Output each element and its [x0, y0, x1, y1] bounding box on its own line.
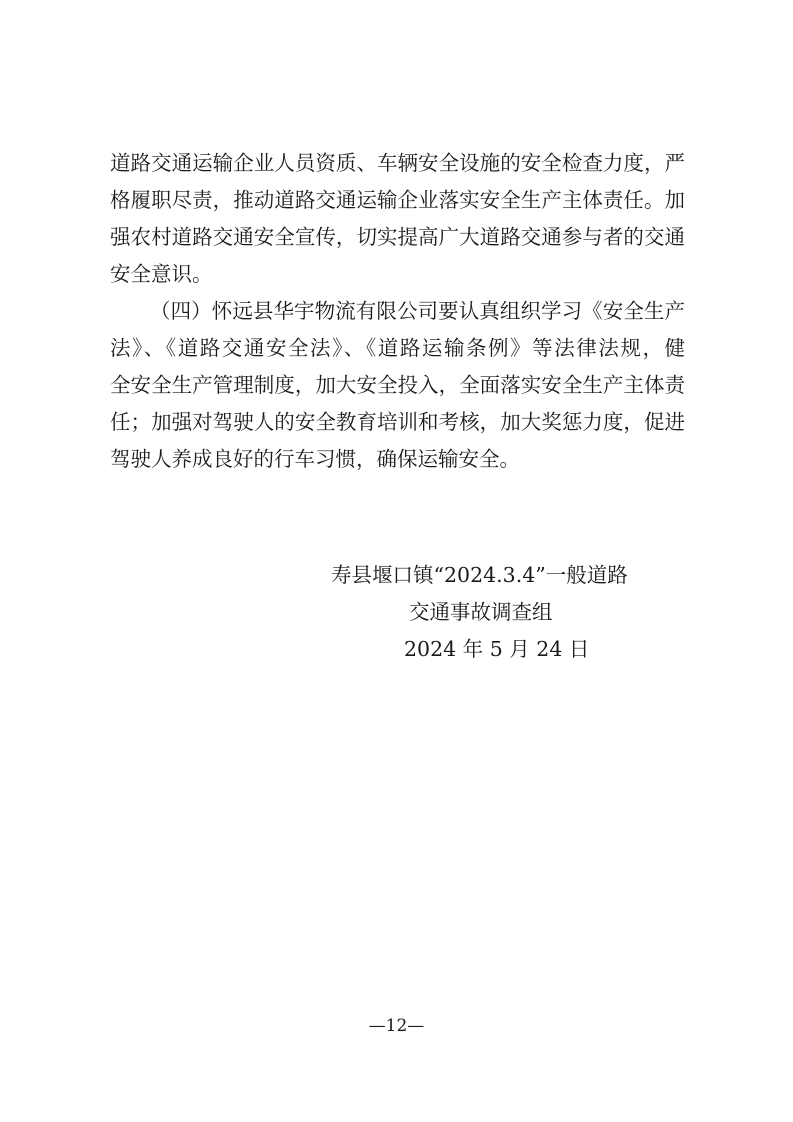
body-line-1: 道路交通运输企业人员资质、车辆安全设施的安全检查力度，严 — [110, 151, 685, 175]
paragraph-4-line-2: 法》、《道路交通安全法》、《道路运输条例》等法律法规，健 — [110, 336, 685, 360]
signature-org-line-1: 寿县堰口镇“2024.3.4”一般道路 — [331, 563, 628, 587]
signature-date: 2024 年 5 月 24 日 — [404, 637, 590, 661]
paragraph-4-line-5: 驾驶人养成良好的行车习惯，确保运输安全。 — [110, 447, 520, 471]
paragraph-4-line-3: 全安全生产管理制度，加大安全投入，全面落实安全生产主体责 — [110, 373, 685, 397]
page-number: —12— — [368, 1016, 425, 1036]
signature-org-line-2: 交通事故调查组 — [409, 600, 553, 624]
paragraph-4-line-4: 任；加强对驾驶人的安全教育培训和考核，加大奖惩力度，促进 — [110, 410, 685, 434]
body-line-4: 安全意识。 — [110, 262, 213, 286]
body-line-2: 格履职尽责，推动道路交通运输企业落实安全生产主体责任。加 — [110, 188, 685, 212]
paragraph-4-line-1: （四）怀远县华宇物流有限公司要认真组织学习《安全生产 — [150, 299, 685, 323]
body-line-3: 强农村道路交通安全宣传，切实提高广大道路交通参与者的交通 — [110, 225, 685, 249]
